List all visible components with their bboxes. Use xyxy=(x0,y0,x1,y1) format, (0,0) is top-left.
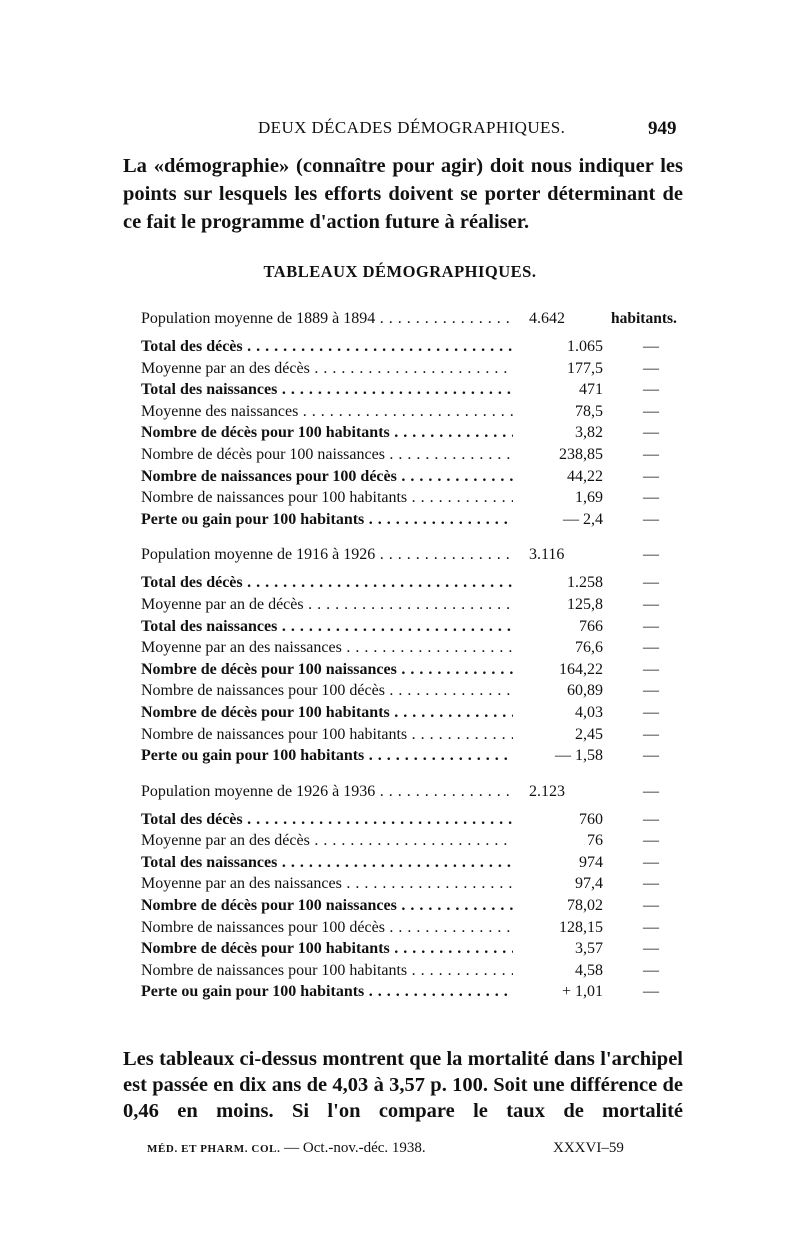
row-label: Nombre de décès pour 100 naissances . . . xyxy=(141,895,513,917)
row-value: — 1,58 xyxy=(555,747,603,765)
population-row xyxy=(141,544,686,566)
row-unit: — xyxy=(643,467,659,485)
row-label: Nombre de décès pour 100 habitants . . . xyxy=(141,422,513,444)
row-unit: — xyxy=(643,381,659,399)
row-value: 76 xyxy=(587,832,603,850)
row-value: 44,22 xyxy=(567,467,603,485)
row-label: Moyenne par an des décès . . . xyxy=(141,830,513,852)
table-row xyxy=(141,917,686,939)
table-row xyxy=(141,401,686,423)
table-row xyxy=(141,594,686,616)
table-row xyxy=(141,637,686,659)
row-label: Nombre de naissances pour 100 décès . . . xyxy=(141,680,513,702)
table-row xyxy=(141,487,686,509)
row-label: Moyenne des naissances . . . xyxy=(141,401,513,423)
row-unit: — xyxy=(643,489,659,507)
table-row xyxy=(141,444,686,466)
row-unit: — xyxy=(643,682,659,700)
closing-paragraph: Les tableaux ci-dessus montrent que la mortalité dans l'archipel est passée en dix ans de 4,03 à 3,57 p. 100. Soit une différence de 0,46 en moins. Si l'on compare le taux de mortalité xyxy=(123,1048,683,1122)
page-number: 949 xyxy=(648,118,677,139)
table-row xyxy=(141,572,686,594)
row-label: Moyenne par an des naissances . . . xyxy=(141,637,513,659)
table-row xyxy=(141,616,686,638)
table-block xyxy=(141,544,686,766)
row-unit: — xyxy=(643,359,659,377)
row-label: Nombre de décès pour 100 naissances . . . xyxy=(141,659,513,681)
row-unit: — xyxy=(643,338,659,355)
row-value: 4,03 xyxy=(575,703,603,721)
row-value: 4.642 xyxy=(529,310,565,327)
row-value: 2.123 xyxy=(529,782,565,800)
row-label: Moyenne par an de décès . . . xyxy=(141,594,513,616)
footer-citation xyxy=(147,1140,426,1157)
table-row xyxy=(141,509,686,531)
row-value: 125,8 xyxy=(567,595,603,613)
row-label: Nombre de naissances pour 100 habitants . . . xyxy=(141,487,513,509)
row-unit: — xyxy=(643,595,659,613)
row-unit: — xyxy=(643,875,659,893)
row-label: Total des naissances . . . xyxy=(141,852,513,874)
row-label: Perte ou gain pour 100 habitants . . . xyxy=(141,981,513,1003)
table-row xyxy=(141,938,686,960)
row-unit: — xyxy=(643,617,659,635)
journal-name: MÉD. ET PHARM. COL. xyxy=(147,1143,281,1155)
row-value: 766 xyxy=(579,617,603,635)
row-value: 3.116 xyxy=(529,546,565,564)
row-label: Total des naissances . . . xyxy=(141,616,513,638)
row-unit: — xyxy=(643,918,659,936)
row-label: Nombre de naissances pour 100 décès . . . xyxy=(141,917,513,939)
table-block xyxy=(141,781,686,1003)
row-value: 974 xyxy=(579,853,603,871)
table-row xyxy=(141,379,686,401)
row-label: Nombre de naissances pour 100 habitants . . . xyxy=(141,724,513,746)
row-unit: — xyxy=(643,747,659,765)
row-label: Population moyenne de 1926 à 1936 . . . xyxy=(141,781,513,803)
row-label: Total des décès . . . xyxy=(141,336,513,358)
row-value: + 1,01 xyxy=(561,983,603,1001)
row-unit: — xyxy=(643,660,659,678)
row-label: Total des décès . . . xyxy=(141,572,513,594)
table-row xyxy=(141,466,686,488)
row-unit: — xyxy=(643,510,659,528)
table-row xyxy=(141,724,686,746)
issue-date: — Oct.-nov.-déc. 1938. xyxy=(280,1140,426,1156)
row-label: Perte ou gain pour 100 habitants . . . xyxy=(141,509,513,531)
row-unit: — xyxy=(643,940,659,958)
row-value: 164,22 xyxy=(559,660,603,678)
table-title: TABLEAUX DÉMOGRAPHIQUES. xyxy=(263,262,537,281)
table-block xyxy=(141,308,686,530)
table-row xyxy=(141,422,686,444)
row-value: 177,5 xyxy=(567,359,603,377)
row-value: 2,45 xyxy=(575,725,603,743)
row-unit: — xyxy=(643,402,659,420)
table-row xyxy=(141,981,686,1003)
row-unit: — xyxy=(643,725,659,743)
page-footer xyxy=(0,1140,800,1160)
row-label: Population moyenne de 1916 à 1926 . . . xyxy=(141,544,513,566)
row-unit: — xyxy=(643,961,659,979)
row-label: Nombre de décès pour 100 habitants . . . xyxy=(141,938,513,960)
table-row xyxy=(141,680,686,702)
row-value: 97,4 xyxy=(575,875,603,893)
row-label: Nombre de naissances pour 100 décès . . . xyxy=(141,466,513,488)
row-value: 1.258 xyxy=(567,574,603,592)
row-value: 471 xyxy=(579,381,603,399)
row-unit: — xyxy=(643,445,659,463)
row-unit: — xyxy=(643,853,659,871)
row-label: Population moyenne de 1889 à 1894 . . . xyxy=(141,308,513,330)
row-value: 78,5 xyxy=(575,402,603,420)
population-row xyxy=(141,308,686,330)
row-label: Total des naissances . . . xyxy=(141,379,513,401)
table-row xyxy=(141,830,686,852)
table-row xyxy=(141,659,686,681)
table-row xyxy=(141,336,686,358)
row-unit: — xyxy=(643,983,659,1001)
row-value: — 2,4 xyxy=(563,510,603,528)
row-unit: — xyxy=(643,424,659,442)
row-label: Nombre de décès pour 100 naissances . . . xyxy=(141,444,513,466)
row-unit: — xyxy=(643,832,659,850)
row-label: Moyenne par an des naissances . . . xyxy=(141,873,513,895)
row-unit: — xyxy=(643,897,659,915)
row-value: 128,15 xyxy=(559,918,603,936)
row-label: Nombre de naissances pour 100 habitants . . . xyxy=(141,960,513,982)
row-value: 4,58 xyxy=(575,961,603,979)
signature-mark: XXXVI–59 xyxy=(553,1140,624,1156)
intro-paragraph: La «démographie» (connaître pour agir) doit nous indiquer les points sur lesquels les efforts doivent se porter déterminant de ce fait le programme d'action future à réaliser. xyxy=(123,155,683,233)
table-row xyxy=(141,809,686,831)
row-value: 1.065 xyxy=(567,338,603,355)
table-row xyxy=(141,873,686,895)
demographic-table xyxy=(141,308,686,1017)
table-row xyxy=(141,895,686,917)
population-row xyxy=(141,781,686,803)
table-row xyxy=(141,358,686,380)
running-title: DEUX DÉCADES DÉMOGRAPHIQUES. xyxy=(258,118,566,137)
row-value: 1,69 xyxy=(575,489,603,507)
row-value: 60,89 xyxy=(567,682,603,700)
row-value: 76,6 xyxy=(575,639,603,657)
row-value: 3,82 xyxy=(575,424,603,442)
table-row xyxy=(141,702,686,724)
row-value: 760 xyxy=(579,810,603,828)
row-value: 78,02 xyxy=(567,897,603,915)
row-label: Moyenne par an des décès . . . xyxy=(141,358,513,380)
row-unit: habitants. xyxy=(611,310,677,327)
table-row xyxy=(141,852,686,874)
row-label: Total des décès . . . xyxy=(141,809,513,831)
row-value: 238,85 xyxy=(559,445,603,463)
row-unit: — xyxy=(643,574,659,592)
table-row xyxy=(141,745,686,767)
row-unit: — xyxy=(643,546,659,564)
row-label: Nombre de décès pour 100 habitants . . . xyxy=(141,702,513,724)
row-unit: — xyxy=(643,703,659,721)
row-value: 3,57 xyxy=(575,940,603,958)
row-unit: — xyxy=(643,810,659,828)
row-unit: — xyxy=(643,782,659,800)
table-row xyxy=(141,960,686,982)
page-header xyxy=(0,118,800,142)
row-label: Perte ou gain pour 100 habitants . . . xyxy=(141,745,513,767)
row-unit: — xyxy=(643,639,659,657)
